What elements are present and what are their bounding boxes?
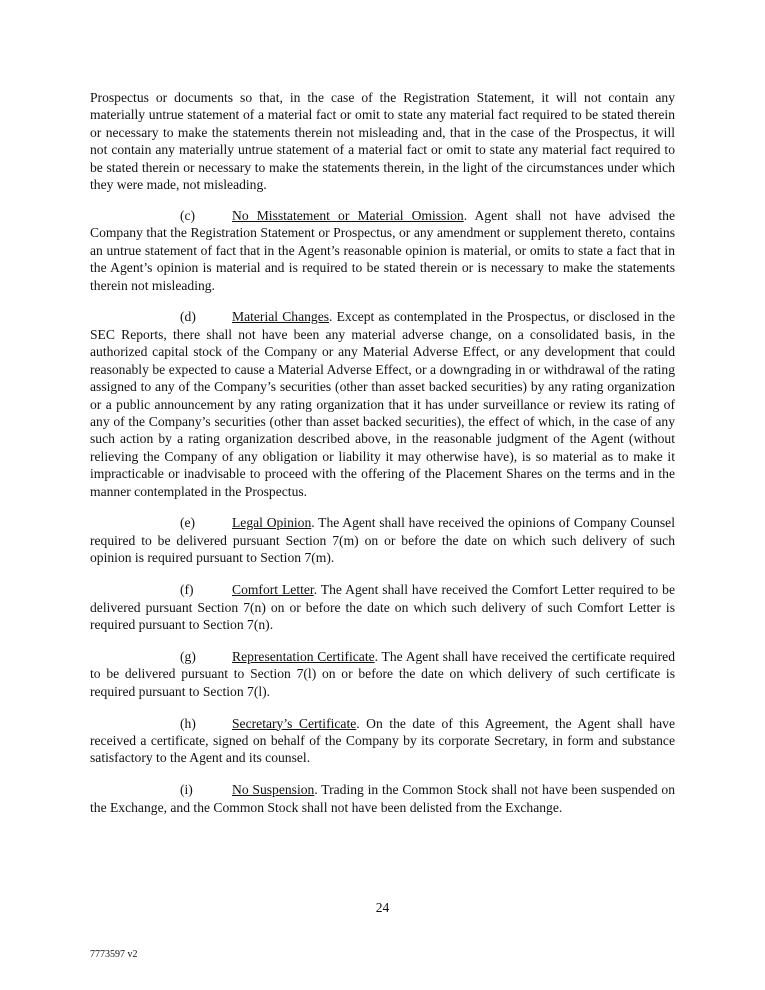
section-h (90, 715, 675, 767)
section-heading: Secretary’s Certificate (232, 715, 357, 731)
section-i (90, 781, 675, 816)
section-label: (c) (180, 207, 196, 223)
section-heading: Comfort Letter (232, 582, 314, 598)
section-heading: Legal Opinion (232, 515, 312, 531)
section-text: . The Agent shall have received the Comfort Letter required to be delivered pursuant Section 7(n) on or before the date on which such delivery of such Comfort Letter is required pursuant to Section 7(n). (90, 582, 675, 632)
section-label: (f) (180, 582, 194, 598)
section-g (90, 648, 675, 700)
section-f (90, 581, 675, 633)
document-body (90, 89, 675, 831)
section-label: (h) (180, 715, 196, 731)
section-text: . The Agent shall have received the opinions of Company Counsel required to be delivered pursuant Section 7(m) on or before the date on which such delivery of such opinion is required pursuant to Section 7(m). (90, 515, 675, 566)
section-text: . The Agent shall have received the certificate required to be delivered pursuant to Section 7(l) on or before the date on which delivery of such certificate is required pursuant to Section 7(l). (90, 648, 675, 699)
section-label: (d) (180, 309, 196, 325)
page-number: 24 (375, 900, 390, 915)
section-label: (g) (180, 648, 196, 664)
document-id: 7773597 v2 (90, 949, 138, 960)
section-label: (i) (180, 782, 193, 798)
section-d (90, 308, 675, 499)
section-text: . On the date of this Agreement, the Agent shall have received a certificate, signed on behalf of the Company by its corporate Secretary, in form and substance satisfactory to the Agent and its counsel. (90, 715, 675, 766)
section-text: . Trading in the Common Stock shall not have been suspended on the Exchange, and the Common Stock shall not have been delisted from the Exchange. (90, 782, 675, 815)
section-text: . Agent shall not have advised the Company that the Registration Statement or Prospectus, or any amendment or supplement thereto, contains an untrue statement of fact that in the Agent’s reasonable opinion is material, or omits to state a fact that in the Agent’s opinion is material and is required to be stated therein or is necessary to make the statements therein not misleading. (90, 207, 675, 293)
section-heading: Representation Certificate (232, 648, 375, 664)
section-text: . Except as contemplated in the Prospectus, or disclosed in the SEC Reports, there shall not have been any material adverse change, on a consolidated basis, in the authorized capital stock of the Company or any Material Adverse Effect, or any development that could reasonably be expected to cause a Material Adverse Effect, or a downgrading in or withdrawal of the rating assigned to any of the Company’s securities (other than asset backed securities) by any rating organization or a public announcement by any rating organization that it has under surveillance or review its rating of any of the Company’s securities (other than asset backed securities), the effect of which, in the case of any such action by a rating organization described above, in the reasonable judgment of the Agent (without relieving the Company of any obligation or liability it may otherwise have), is so material as to make it impracticable or inadvisable to proceed with the offering of the Placement Shares on the terms and in the manner contemplated in the Prospectus. (90, 309, 675, 499)
section-e (90, 514, 675, 566)
section-heading: Material Changes (232, 309, 330, 325)
section-c (90, 207, 675, 294)
section-label: (e) (180, 515, 196, 531)
intro-paragraph: Prospectus or documents so that, in the case of the Registration Statement, it will not contain any materially untrue statement of a material fact or omit to state any material fact required to be stated therein or necessary to make the statements therein not misleading and, that in the case of the Prospectus, it will not contain any materially untrue statement of a material fact or omit to state any material fact required to be stated therein or necessary to make the statements therein, in the light of the circumstances under which they were made, not misleading. (90, 90, 675, 193)
section-heading: No Suspension (232, 782, 315, 798)
section-heading: No Misstatement or Material Omission (232, 207, 464, 223)
